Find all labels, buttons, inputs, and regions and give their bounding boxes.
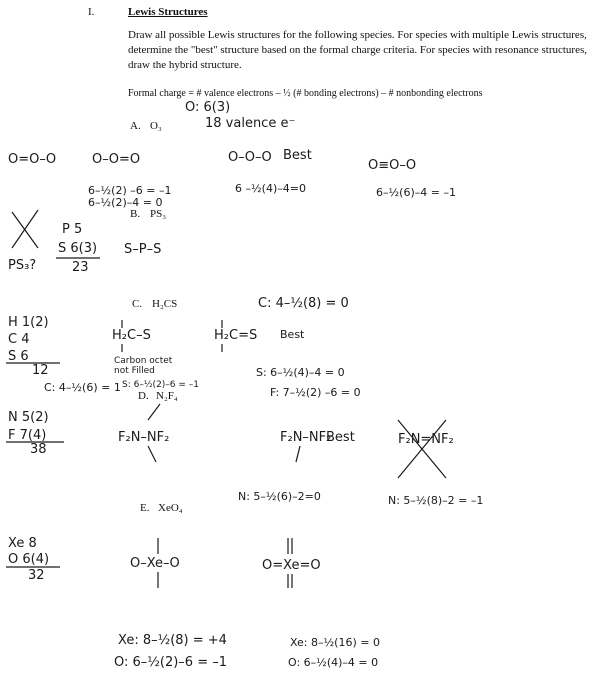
formal-charge-formula: Formal charge = # valence electrons – ½ (# bonding electrons) – # nonbonding electrons (128, 88, 483, 99)
section-b-s-count: S 6(3) (58, 241, 98, 256)
section-a-count-note: O: 6(3) (185, 100, 231, 115)
n2f4-1-bond-up (148, 404, 160, 420)
structure-xeo4-1: O–Xe–O (130, 556, 180, 571)
structure-o3-4: O≡O–O (368, 158, 417, 173)
section-a-total-note: 18 valence e⁻ (205, 116, 296, 131)
section-a-calc-2: 6 –½(4)–4=0 (235, 182, 306, 195)
section-d-f-count: F 7(4) (8, 428, 47, 443)
section-d-n-calc-2: N: 5–½(8)–2 = –1 (388, 494, 484, 507)
section-d-total: 38 (30, 442, 47, 457)
section-d-label: D. (138, 390, 149, 402)
section-d-n-calc: N: 5–½(6)–2=0 (238, 490, 321, 503)
structure-xeo4-2: O=Xe=O (262, 558, 321, 573)
section-a-calc-3: 6–½(6)–4 = –1 (376, 186, 456, 199)
section-d-f-calc: F: 7–½(2) –6 = 0 (270, 386, 361, 399)
structure-o3-3: O–O–O (228, 150, 272, 165)
section-b-total: 23 (72, 260, 89, 275)
structure-ps3: S–P–S (124, 242, 162, 257)
section-a-best: Best (283, 148, 312, 163)
section-c-total: 12 (32, 363, 49, 378)
structure-n2f4-1: F₂N–NF₂ (118, 430, 170, 445)
section-c-carbon-note-2: not Filled (114, 366, 155, 376)
section-c-s-count: S 6 (8, 349, 29, 364)
structure-n2f4-2: F₂N–NF₂ (280, 430, 332, 445)
section-a-species: O₃ (150, 120, 162, 132)
section-c-best: Best (280, 328, 305, 341)
section-d-n-count: N 5(2) (8, 410, 49, 425)
section-a-calc-1a: 6–½(2) –6 = –1 (88, 184, 172, 197)
section-c-c-count: C 4 (8, 332, 30, 347)
section-e-xe-calc-2: Xe: 8–½(16) = 0 (290, 636, 380, 649)
section-e-species: XeO₄ (158, 502, 183, 514)
section-d-best: Best (326, 430, 355, 445)
section-e-o-count: O 6(4) (8, 552, 50, 567)
section-c-label: C. (132, 298, 143, 310)
structure-h2cs-2: H₂C=S (214, 328, 258, 343)
structure-h2cs-1: H₂C–S (112, 328, 151, 343)
section-b-side-note: PS₃? (8, 258, 37, 273)
section-b-species: PS₃ (150, 208, 167, 220)
structure-o3-2: O–O=O (92, 152, 141, 167)
section-a-label: A. (130, 120, 141, 132)
section-e-o-calc-2: O: 6–½(4)–4 = 0 (288, 656, 379, 669)
instructions-paragraph: Draw all possible Lewis structures for the following species. For species with multiple Lewis structures, determine the "best" structure based on the formal charge criteria. For species with resonance structures, draw the hybrid structure. (128, 29, 587, 71)
section-e-total: 32 (28, 568, 45, 583)
section-c-h-count: H 1(2) (8, 315, 49, 330)
section-c-s-calc-2: S: 6–½(2)–6 = –1 (122, 380, 200, 390)
n2f4-2-bond-down (296, 446, 300, 462)
section-e-xe-count: Xe 8 (8, 536, 37, 551)
section-e-label: E. (140, 502, 150, 514)
section-b-label: B. (130, 208, 141, 220)
section-numeral: I. (88, 6, 95, 18)
section-d-species: N₂F₄ (156, 390, 178, 402)
section-a-calc-1b: 6–½(2)–4 = 0 (88, 196, 163, 209)
n2f4-1-bond-down (148, 446, 156, 462)
section-c-carbon-note-1: Carbon octet (114, 356, 173, 366)
section-e-xe-calc-1: Xe: 8–½(8) = +4 (118, 633, 227, 648)
section-c-c-calc-2: C: 4–½(6) = 1 (44, 381, 121, 394)
section-c-c-calc: C: 4–½(8) = 0 (258, 296, 349, 311)
structure-n2f4-3: F₂N=NF₂ (398, 432, 454, 447)
section-c-s-calc: S: 6–½(4)–4 = 0 (256, 366, 345, 379)
structure-o3-1: O=O–O (8, 152, 57, 167)
page-title: Lewis Structures (128, 6, 208, 18)
section-c-species: H₂CS (152, 298, 178, 310)
section-b-p-count: P 5 (62, 222, 83, 237)
section-e-o-calc-1: O: 6–½(2)–6 = –1 (114, 655, 228, 670)
